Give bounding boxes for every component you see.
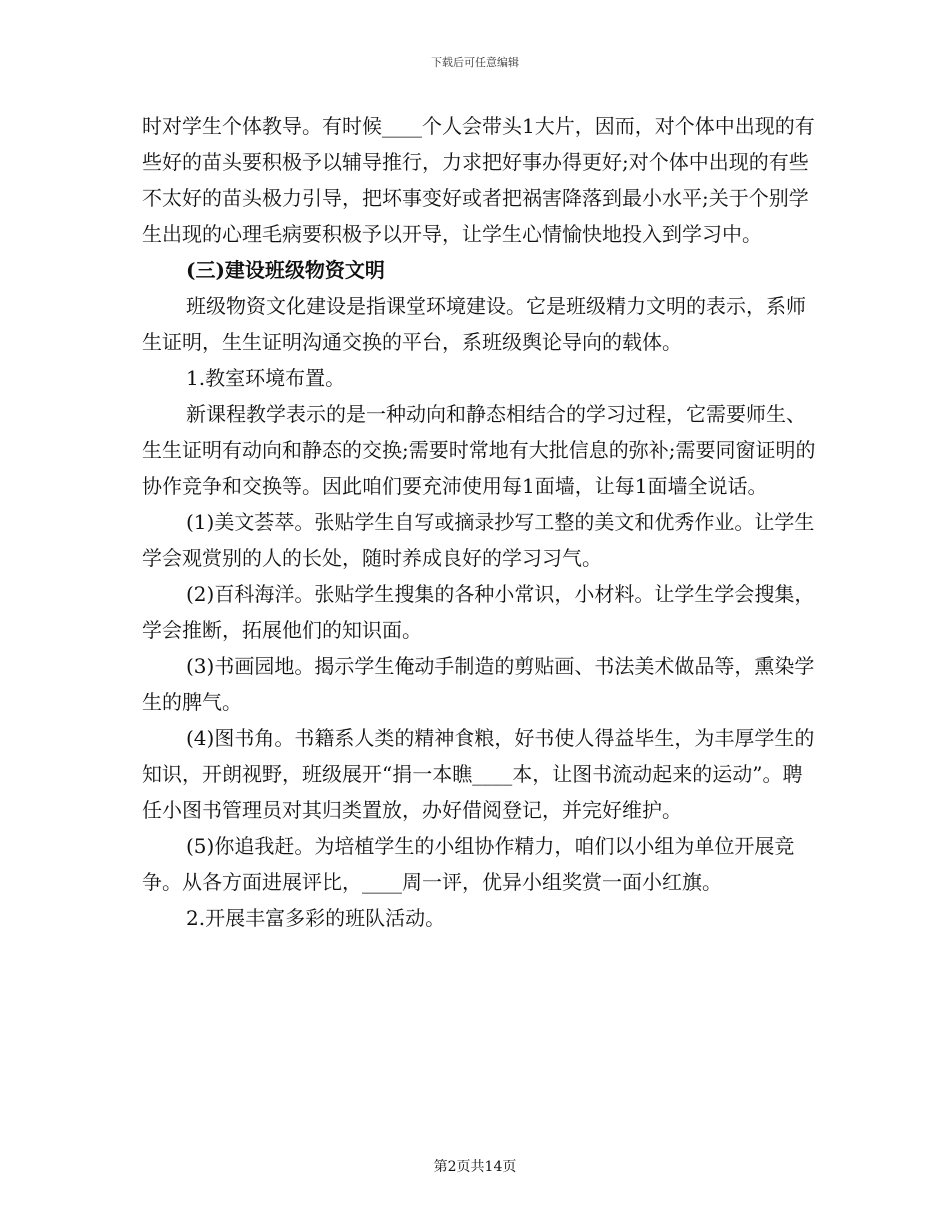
document-body — [142, 108, 822, 936]
section-heading: (三)建设班级物资文明 — [186, 258, 385, 282]
list-item: (5)你追我赶。为培植学生的小组协作精力，咱们以小组为单位开展竞争。从各方面进展评比，____周一评，优异小组奖赏一面小红旗。 — [142, 834, 795, 894]
page-header: 下载后可任意编辑 — [431, 56, 519, 69]
paragraph: 班级物资文化建设是指课堂环境建设。它是班级精力文明的表示，系师生证明，生生证明沟通交换的平台，系班级舆论导向的载体。 — [142, 294, 806, 354]
list-item: (1)美文荟萃。张贴学生自写或摘录抄写工整的美文和优秀作业。让学生学会观赏别的人的长处，随时养成良好的学习习气。 — [142, 510, 815, 570]
paragraph: 时对学生个体教导。有时候____个人会带头1大片，因而，对个体中出现的有些好的苗头要积极予以辅导推行，力求把好事办得更好;对个体中出现的有些不太好的苗头极力引导，把坏事变好或者把祸害降落到最小水平;关于个别学生出现的心理毛病要积极予以开导，让学生心情愉快地投入到学习中。 — [142, 114, 815, 246]
list-item: (2)百科海洋。张贴学生搜集的各种小常识，小材料。让学生学会搜集，学会推断，拓展他们的知识面。 — [142, 582, 815, 642]
subsection-heading: 1.教室环境布置。 — [186, 366, 346, 390]
subsection-heading: 2.开展丰富多彩的班队活动。 — [186, 906, 446, 930]
list-item: (4)图书角。书籍系人类的精神食粮，好书使人得益毕生，为丰厚学生的知识，开朗视野，班级展开“捐一本瞧____本，让图书流动起来的运动”。聘任小图书管理员对其归类置放，办好借阅登记，并完好维护。 — [142, 726, 815, 822]
page-footer: 第2页共14页 — [433, 1159, 517, 1175]
paragraph: 新课程教学表示的是一种动向和静态相结合的学习过程，它需要师生、生生证明有动向和静态的交换;需要时常地有大批信息的弥补;需要同窗证明的协作竞争和交换等。因此咱们要充沛使用每1面墙，让每1面墙全说话。 — [142, 402, 816, 498]
list-item: (3)书画园地。揭示学生俺动手制造的剪贴画、书法美术做品等，熏染学生的脾气。 — [142, 654, 815, 714]
